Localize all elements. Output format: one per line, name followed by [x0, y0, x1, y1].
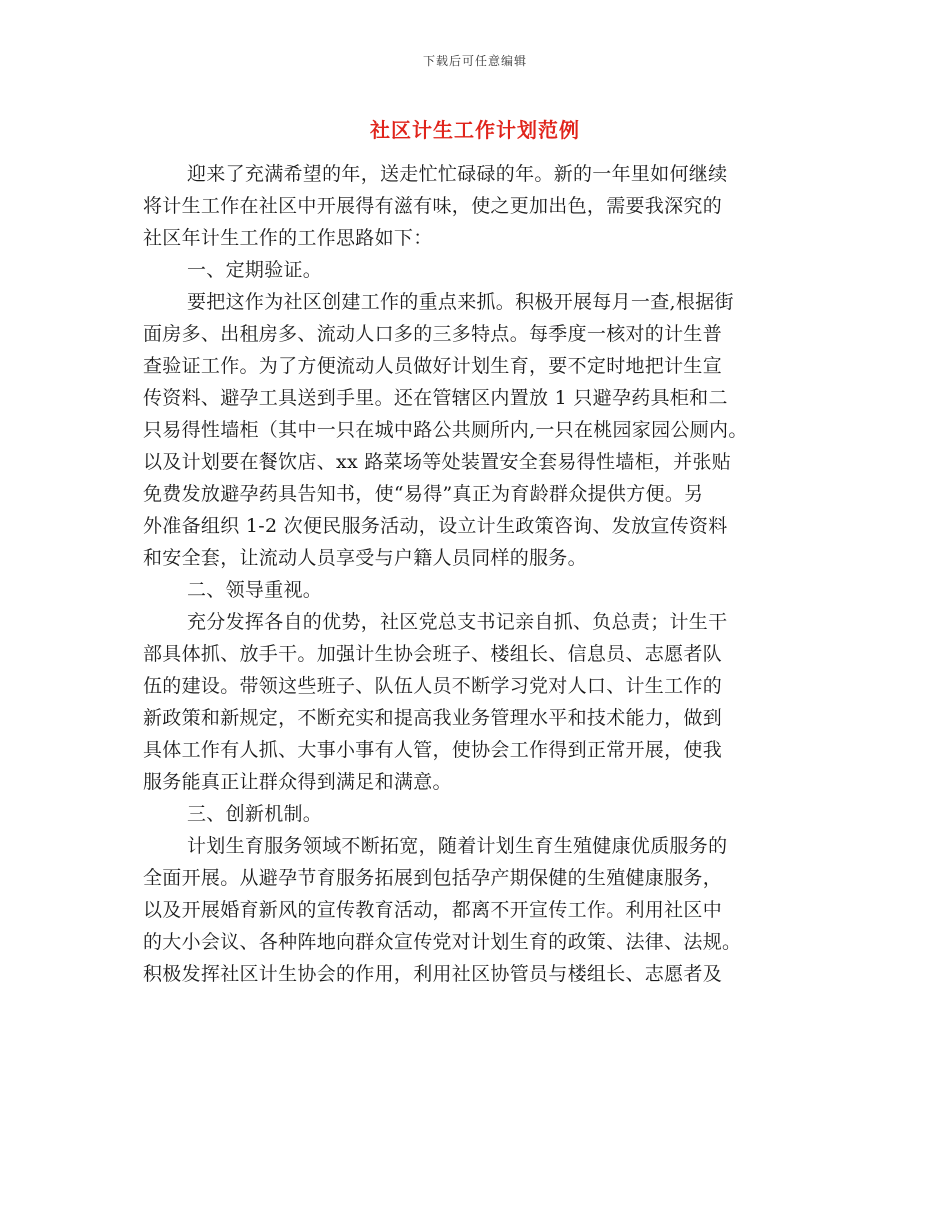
section-heading: 二、领导重视。: [187, 579, 323, 601]
paragraph-line: 服务能真正让群众得到满足和满意。: [143, 771, 452, 793]
paragraph-line: 传资料、避孕工具送到手里。还在管辖区内置放 1 只避孕药具柜和二: [143, 387, 728, 409]
paragraph-line: 充分发挥各自的优势，社区党总支书记亲自抓、负总责；计生干: [187, 611, 728, 633]
paragraph-line: 将计生工作在社区中开展得有滋有味，使之更加出色，需要我深究的: [143, 195, 723, 217]
paragraph-line: 社区年计生工作的工作思路如下：: [143, 227, 433, 249]
paragraph-line: 伍的建设。带领这些班子、队伍人员不断学习党对人口、计生工作的: [143, 675, 723, 697]
paragraph-line: 查验证工作。为了方便流动人员做好计划生育，要不定时地把计生宣: [143, 355, 723, 377]
paragraph-line: 计划生育服务领域不断拓宽，随着计划生育生殖健康优质服务的: [187, 835, 728, 857]
paragraph-line: 具体工作有人抓、大事小事有人管，使协会工作得到正常开展，使我: [143, 739, 723, 761]
paragraph-line: 免费发放避孕药具告知书，使“易得”真正为育龄群众提供方便。另: [143, 483, 704, 505]
paragraph-line: 以及开展婚育新风的宣传教育活动，都离不开宣传工作。利用社区中: [143, 899, 723, 921]
paragraph-line: 只易得性墙柜（其中一只在城中路公共厕所内,一只在桃园家园公厕内。: [143, 419, 748, 441]
paragraph-line: 全面开展。从避孕节育服务拓展到包括孕产期保健的生殖健康服务，: [143, 867, 723, 889]
document-body: [143, 158, 843, 990]
header-note: 下载后可任意编辑: [422, 54, 527, 68]
section-heading: 三、创新机制。: [187, 803, 323, 825]
paragraph-line: 要把这作为社区创建工作的重点来抓。积极开展每月一查,根据街: [187, 291, 734, 313]
document-title: 社区计生工作计划范例: [370, 118, 580, 142]
paragraph-line: 迎来了充满希望的年，送走忙忙碌碌的年。新的一年里如何继续: [187, 163, 728, 185]
paragraph-line: 外准备组织 1-2 次便民服务活动，设立计生政策咨询、发放宣传资料: [143, 515, 728, 537]
paragraph-line: 以及计划要在餐饮店、xx 路菜场等处装置安全套易得性墙柜，并张贴: [143, 451, 732, 473]
paragraph-line: 和安全套，让流动人员享受与户籍人员同样的服务。: [143, 547, 587, 569]
paragraph-line: 部具体抓、放手干。加强计生协会班子、楼组长、信息员、志愿者队: [143, 643, 723, 665]
paragraph-line: 面房多、出租房多、流动人口多的三多特点。每季度一核对的计生普: [143, 323, 723, 345]
paragraph-line: 新政策和新规定，不断充实和提高我业务管理水平和技术能力，做到: [143, 707, 723, 729]
paragraph-line: 的大小会议、各种阵地向群众宣传党对计划生育的政策、法律、法规。: [143, 931, 742, 953]
section-heading: 一、定期验证。: [187, 259, 323, 281]
paragraph-line: 积极发挥社区计生协会的作用，利用社区协管员与楼组长、志愿者及: [143, 963, 723, 985]
